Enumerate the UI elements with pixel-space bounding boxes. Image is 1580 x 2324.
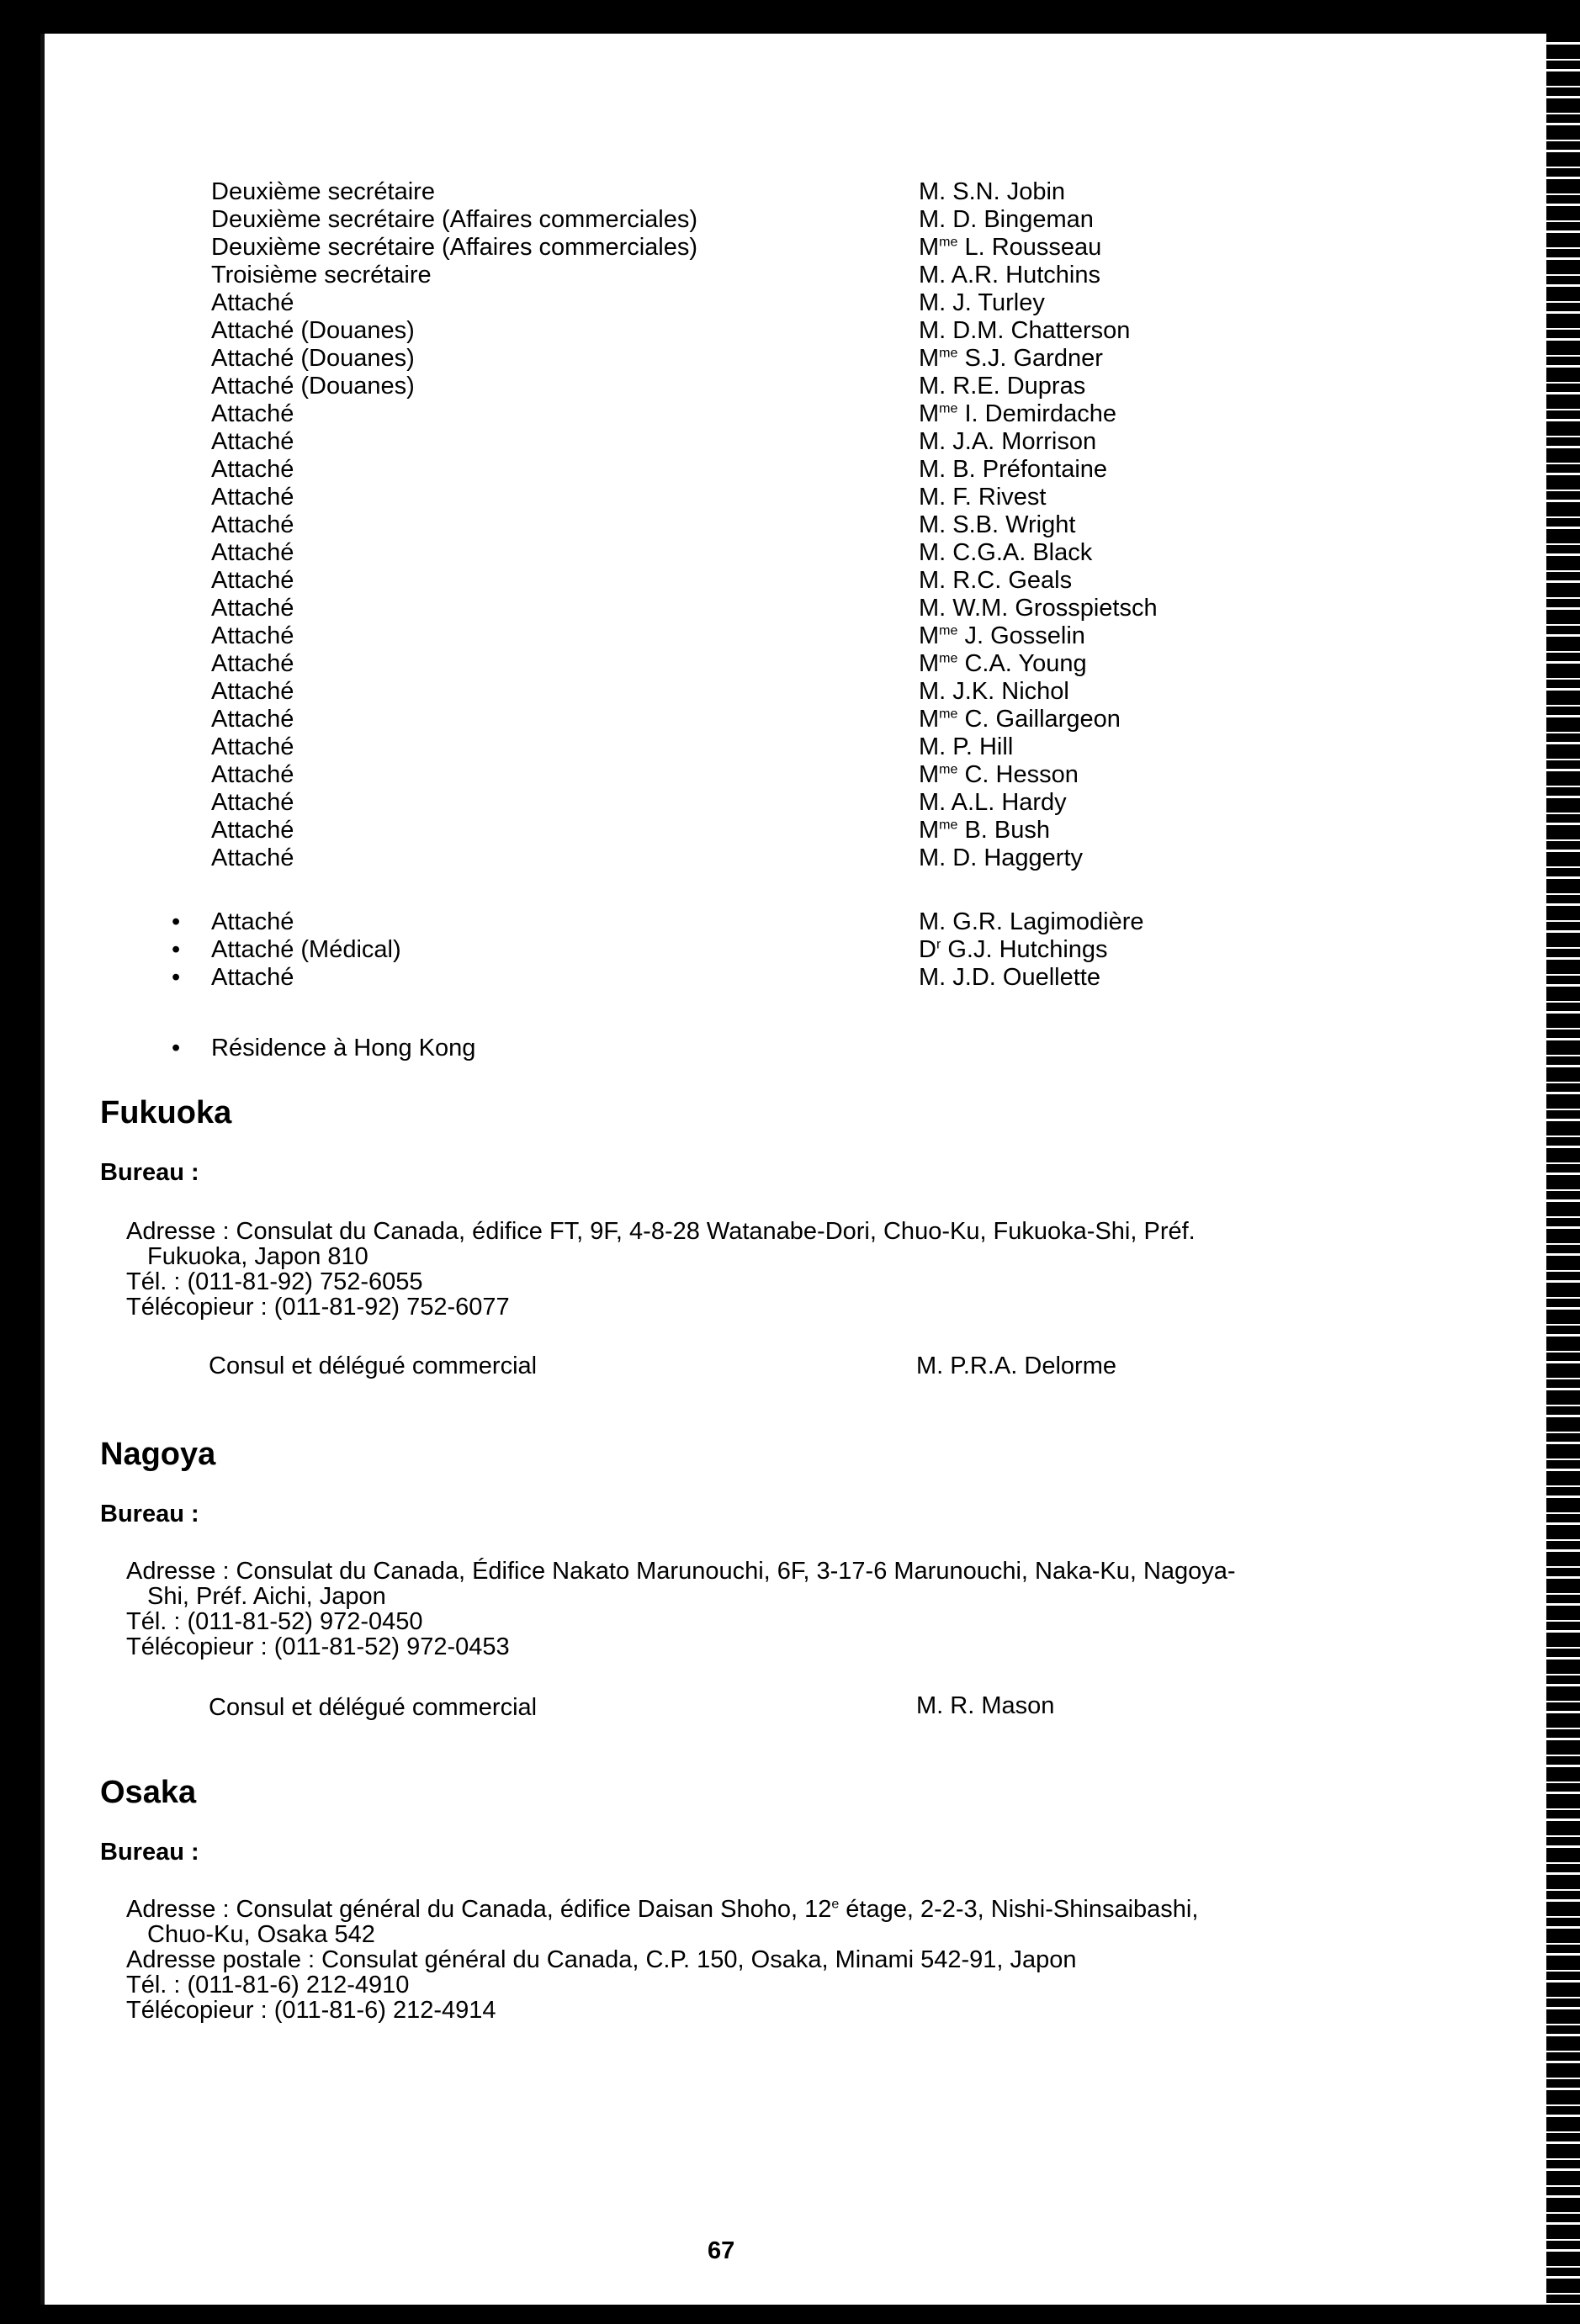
staff-name: M. F. Rivest: [919, 484, 1047, 511]
staff-role: Attaché: [211, 428, 294, 455]
staff-role: Attaché: [211, 817, 294, 844]
staff-row: [45, 178, 1546, 206]
staff-name: $M^{me}$ J. Gosselin: [919, 622, 1085, 649]
city-heading-nagoya: Nagoya: [100, 1437, 216, 1472]
staff-name: M. R.E. Dupras: [919, 373, 1086, 400]
consul-name: M. R. Mason: [916, 1692, 1055, 1719]
staff-name: $M^{me}$ C.A. Young: [919, 650, 1087, 677]
staff-name: M. D. Haggerty: [919, 844, 1083, 871]
telephone: Tél. : (011-81-6) 212-4910: [126, 1972, 410, 1998]
staff-row: [45, 622, 1546, 650]
staff-name: M. J.K. Nichol: [919, 678, 1069, 705]
scan-bottom-border: [0, 2305, 1580, 2324]
hongkong-staff-row: [45, 936, 1546, 964]
staff-name: M. J.A. Morrison: [919, 428, 1097, 455]
consul-role: Consul et délégué commercial: [209, 1694, 538, 1721]
staff-row: [45, 456, 1546, 484]
staff-role: Attaché: [211, 908, 294, 935]
staff-name: M. C.G.A. Black: [919, 539, 1093, 566]
staff-row: [45, 484, 1546, 511]
city-heading-osaka: Osaka: [100, 1775, 197, 1810]
staff-role: Attaché (Douanes): [211, 373, 415, 400]
staff-row: [45, 206, 1546, 234]
footnote-text: Résidence à Hong Kong: [211, 1035, 476, 1061]
staff-name: M. A.L. Hardy: [919, 789, 1067, 816]
staff-role: Troisième secrétaire: [211, 262, 432, 289]
staff-row: [45, 234, 1546, 262]
document-page: [40, 34, 1546, 2305]
bureau-label-nagoya: Bureau :: [100, 1501, 199, 1527]
bullet: •: [172, 1035, 181, 1061]
address-line: Fukuoka, Japon 810: [147, 1243, 368, 1270]
hongkong-staff-row: [45, 908, 1546, 936]
staff-name: $M^{me}$ I. Demirdache: [919, 400, 1116, 427]
staff-name: $M^{me}$ C. Gaillargeon: [919, 706, 1121, 733]
bullet: •: [172, 936, 181, 963]
staff-name: $D^r$ G.J. Hutchings: [919, 936, 1108, 963]
staff-role: Attaché (Médical): [211, 936, 401, 963]
staff-name: M. P. Hill: [919, 733, 1014, 760]
staff-role: Attaché: [211, 650, 294, 677]
staff-name: $M^{me}$ L. Rousseau: [919, 234, 1102, 261]
staff-role: Attaché: [211, 511, 294, 538]
staff-row: [45, 706, 1546, 733]
page-number: 67: [708, 2237, 735, 2264]
staff-role: Attaché: [211, 844, 294, 871]
staff-name: M. R.C. Geals: [919, 567, 1073, 594]
fax: Télécopieur : (011-81-6) 212-4914: [126, 1997, 496, 2024]
staff-role: Deuxième secrétaire: [211, 178, 435, 205]
staff-row: [45, 428, 1546, 456]
staff-role: Attaché: [211, 622, 294, 649]
staff-row: [45, 373, 1546, 400]
staff-role: Attaché: [211, 761, 294, 788]
staff-row: [45, 289, 1546, 317]
telephone: Tél. : (011-81-92) 752-6055: [126, 1268, 423, 1295]
address-line: Adresse : Consulat général du Canada, édifice Daisan Shoho, 12e étage, 2-2-3, Nishi-Shinsaibashi,: [126, 1896, 1199, 1923]
staff-role: Attaché (Douanes): [211, 317, 415, 344]
staff-row: [45, 595, 1546, 622]
staff-row: [45, 678, 1546, 706]
staff-row: [45, 817, 1546, 844]
staff-row: [45, 844, 1546, 872]
staff-row: [45, 262, 1546, 289]
footnote: [45, 1035, 1546, 1062]
staff-role: Attaché: [211, 789, 294, 816]
staff-role: Attaché: [211, 964, 294, 991]
consul-role: Consul et délégué commercial: [209, 1353, 538, 1379]
address-line: Adresse : Consulat du Canada, édifice FT, 9F, 4-8-28 Watanabe-Dori, Chuo-Ku, Fukuoka-Shi, Préf.: [126, 1218, 1196, 1245]
staff-role: Attaché: [211, 678, 294, 705]
staff-row: [45, 789, 1546, 817]
staff-name: M. G.R. Lagimodière: [919, 908, 1144, 935]
consul-name: M. P.R.A. Delorme: [916, 1353, 1116, 1379]
staff-role: Deuxième secrétaire (Affaires commerciales): [211, 234, 698, 261]
staff-row: [45, 567, 1546, 595]
staff-role: Attaché: [211, 539, 294, 566]
staff-role: Deuxième secrétaire (Affaires commerciales): [211, 206, 698, 233]
scan-right-edge: [1546, 34, 1580, 2305]
telephone: Tél. : (011-81-52) 972-0450: [126, 1608, 423, 1635]
staff-role: Attaché: [211, 595, 294, 622]
bullet: •: [172, 964, 181, 991]
staff-row: [45, 400, 1546, 428]
staff-name: M. W.M. Grosspietsch: [919, 595, 1158, 622]
staff-name: M. D. Bingeman: [919, 206, 1094, 233]
staff-name: $M^{me}$ C. Hesson: [919, 761, 1079, 788]
hongkong-staff-row: [45, 964, 1546, 992]
staff-role: Attaché: [211, 484, 294, 511]
staff-name: M. J. Turley: [919, 289, 1045, 316]
bullet: •: [172, 908, 181, 935]
staff-name: $M^{me}$ B. Bush: [919, 817, 1051, 844]
city-heading-fukuoka: Fukuoka: [100, 1095, 232, 1130]
address-line: Chuo-Ku, Osaka 542: [147, 1921, 375, 1948]
address-line: Shi, Préf. Aichi, Japon: [147, 1583, 386, 1610]
fax: Télécopieur : (011-81-52) 972-0453: [126, 1633, 510, 1660]
staff-role: Attaché: [211, 456, 294, 483]
staff-name: M. B. Préfontaine: [919, 456, 1108, 483]
staff-name: M. J.D. Ouellette: [919, 964, 1100, 991]
staff-role: Attaché: [211, 400, 294, 427]
postal-address: Adresse postale : Consulat général du Canada, C.P. 150, Osaka, Minami 542-91, Japon: [126, 1946, 1077, 1973]
staff-row: [45, 317, 1546, 345]
staff-role: Attaché: [211, 706, 294, 733]
staff-row: [45, 345, 1546, 373]
address-line: Adresse : Consulat du Canada, Édifice Nakato Marunouchi, 6F, 3-17-6 Marunouchi, Naka-Ku, Nagoya-: [126, 1558, 1236, 1585]
staff-name: $M^{me}$ S.J. Gardner: [919, 345, 1103, 372]
staff-role: Attaché: [211, 289, 294, 316]
fax: Télécopieur : (011-81-92) 752-6077: [126, 1294, 510, 1321]
staff-role: Attaché: [211, 733, 294, 760]
staff-row: [45, 511, 1546, 539]
staff-row: [45, 650, 1546, 678]
scan-top-border: [0, 0, 1580, 34]
staff-row: [45, 761, 1546, 789]
staff-name: M. A.R. Hutchins: [919, 262, 1100, 289]
staff-name: M. S.B. Wright: [919, 511, 1076, 538]
staff-row: [45, 539, 1546, 567]
bureau-label-osaka: Bureau :: [100, 1839, 199, 1866]
staff-role: Attaché (Douanes): [211, 345, 415, 372]
bureau-label-fukuoka: Bureau :: [100, 1159, 199, 1186]
staff-name: M. S.N. Jobin: [919, 178, 1066, 205]
staff-role: Attaché: [211, 567, 294, 594]
staff-name: M. D.M. Chatterson: [919, 317, 1131, 344]
staff-row: [45, 733, 1546, 761]
